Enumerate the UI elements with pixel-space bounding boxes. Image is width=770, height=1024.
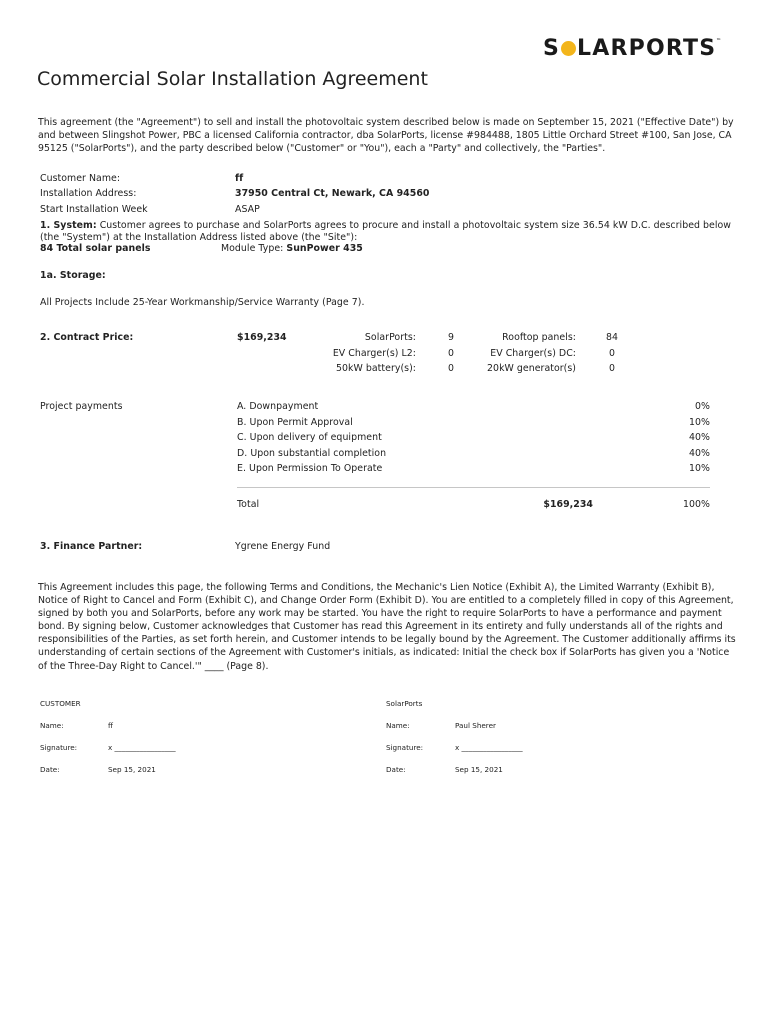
generator-value: 0 <box>609 363 616 374</box>
payment-row-label: C. Upon delivery of equipment <box>237 432 382 443</box>
warranty-note: All Projects Include 25-Year Workmanship/Service Warranty (Page 7). <box>40 297 365 308</box>
payment-row-label: B. Upon Permit Approval <box>237 417 353 428</box>
ev-charger-dc-value: 0 <box>609 348 616 359</box>
customer-date-label: Date: <box>40 765 60 774</box>
module-type <box>221 243 363 254</box>
customer-signature-line[interactable]: x _________________ <box>108 743 176 752</box>
solarports-logo: S LARPORTS™ <box>543 36 723 61</box>
system-text-2: (the "System") at the Installation Address listed above (the "Site"): <box>40 232 358 243</box>
payment-row-pct: 0% <box>695 401 710 412</box>
company-name-label: Name: <box>386 721 410 730</box>
intro-paragraph: This agreement (the "Agreement") to sell and install the photovoltaic system described below is made on September 15, 2021 ("Effective Date") by and between Slingshot Power, PBC a licensed California contractor, dba SolarPorts, license #984488, 1805 Little Orchard Street #100, San Jose, CA 95125 ("SolarPorts"), and the party described below ("Customer" or "You"), each a "Party" and collectively, the "Parties". <box>38 117 734 155</box>
ev-charger-l2-value: 0 <box>448 348 455 359</box>
total-solar-panels: 84 Total solar panels <box>40 243 151 254</box>
customer-name-label: Customer Name: <box>40 173 121 184</box>
payment-row-pct: 40% <box>689 432 710 443</box>
payment-row-label: E. Upon Permission To Operate <box>237 463 383 474</box>
ev-charger-l2-label: EV Charger(s) L2: <box>332 348 416 359</box>
payment-row-label: D. Upon substantial completion <box>237 448 387 459</box>
finance-partner-value: Ygrene Energy Fund <box>235 541 331 552</box>
installation-address-value: 37950 Central Ct, Newark, CA 94560 <box>235 188 430 199</box>
company-signature-line[interactable]: x _________________ <box>455 743 523 752</box>
module-type-label: Module Type: <box>221 243 284 254</box>
battery-value: 0 <box>448 363 455 374</box>
start-week-value: ASAP <box>235 204 260 215</box>
payment-row-pct: 10% <box>689 417 710 428</box>
company-signer-name: Paul Sherer <box>455 721 496 730</box>
solarports-count-value: 9 <box>448 332 455 343</box>
closing-paragraph: This Agreement includes this page, the following Terms and Conditions, the Mechanic's Lien Notice (Exhibit A), the Limited Warranty (Exhibit B), Notice of Right to Cancel and Form (Exhibit C), and Change Order Form (Exhibit D). You are entitled to a completely filled in copy of this Agreement, signed by both you and SolarPorts, before any work may be started. You have the right to require SolarPorts to have a performance and payment bond. By signing below, Customer acknowledges that Customer has read this Agreement in its entirety and fully understands all of the rights and responsibilities of the Parties, as set forth herein, and Customer intends to be legally bound by the Agreement. The Customer additionally affirms its understanding of certain sections of the Agreement with Customer's initials, as indicated: Initial the check box if SolarPorts has given you a 'Notice of the Three-Day Right to Cancel.'" ____ (Page 8). <box>38 582 736 672</box>
system-text-1: Customer agrees to purchase and SolarPorts agrees to procure and install a photovoltaic system size 36.54 kW D.C. described below <box>99 220 732 231</box>
rooftop-panels-label: Rooftop panels: <box>502 332 576 343</box>
payments-total-amount: $169,234 <box>543 499 593 510</box>
project-payments-heading: Project payments <box>40 401 123 412</box>
page-title: Commercial Solar Installation Agreement <box>37 68 428 90</box>
customer-date-value: Sep 15, 2021 <box>108 765 156 774</box>
sun-icon <box>561 41 576 56</box>
generator-label: 20kW generator(s) <box>487 363 576 374</box>
payment-row-pct: 40% <box>689 448 710 459</box>
system-heading: 1. System: <box>40 220 97 231</box>
rooftop-panels-value: 84 <box>606 332 619 343</box>
customer-signer-name: ff <box>108 721 113 730</box>
module-type-value: SunPower 435 <box>286 243 363 254</box>
company-date-value: Sep 15, 2021 <box>455 765 503 774</box>
storage-heading: 1a. Storage: <box>40 270 106 281</box>
total-divider <box>237 487 710 488</box>
finance-partner-heading: 3. Finance Partner: <box>40 541 143 552</box>
contract-price-heading: 2. Contract Price: <box>40 332 134 343</box>
customer-name-label: Name: <box>40 721 64 730</box>
solarports-count-label: SolarPorts: <box>364 332 416 343</box>
start-week-label: Start Installation Week <box>40 204 148 215</box>
ev-charger-dc-label: EV Charger(s) DC: <box>490 348 576 359</box>
company-signature-heading: SolarPorts <box>386 699 423 708</box>
installation-address-label: Installation Address: <box>40 188 137 199</box>
payment-row-label: A. Downpayment <box>237 401 319 412</box>
contract-price-value: $169,234 <box>237 332 287 343</box>
customer-name-value: ff <box>235 173 244 184</box>
payments-total-label: Total <box>237 499 260 510</box>
payments-total-pct: 100% <box>682 499 710 510</box>
system-section <box>40 220 731 231</box>
battery-label: 50kW battery(s): <box>336 363 416 374</box>
payment-row-pct: 10% <box>689 463 710 474</box>
customer-signature-heading: CUSTOMER <box>40 699 81 708</box>
company-signature-label: Signature: <box>386 743 424 752</box>
company-date-label: Date: <box>386 765 406 774</box>
customer-signature-label: Signature: <box>40 743 78 752</box>
